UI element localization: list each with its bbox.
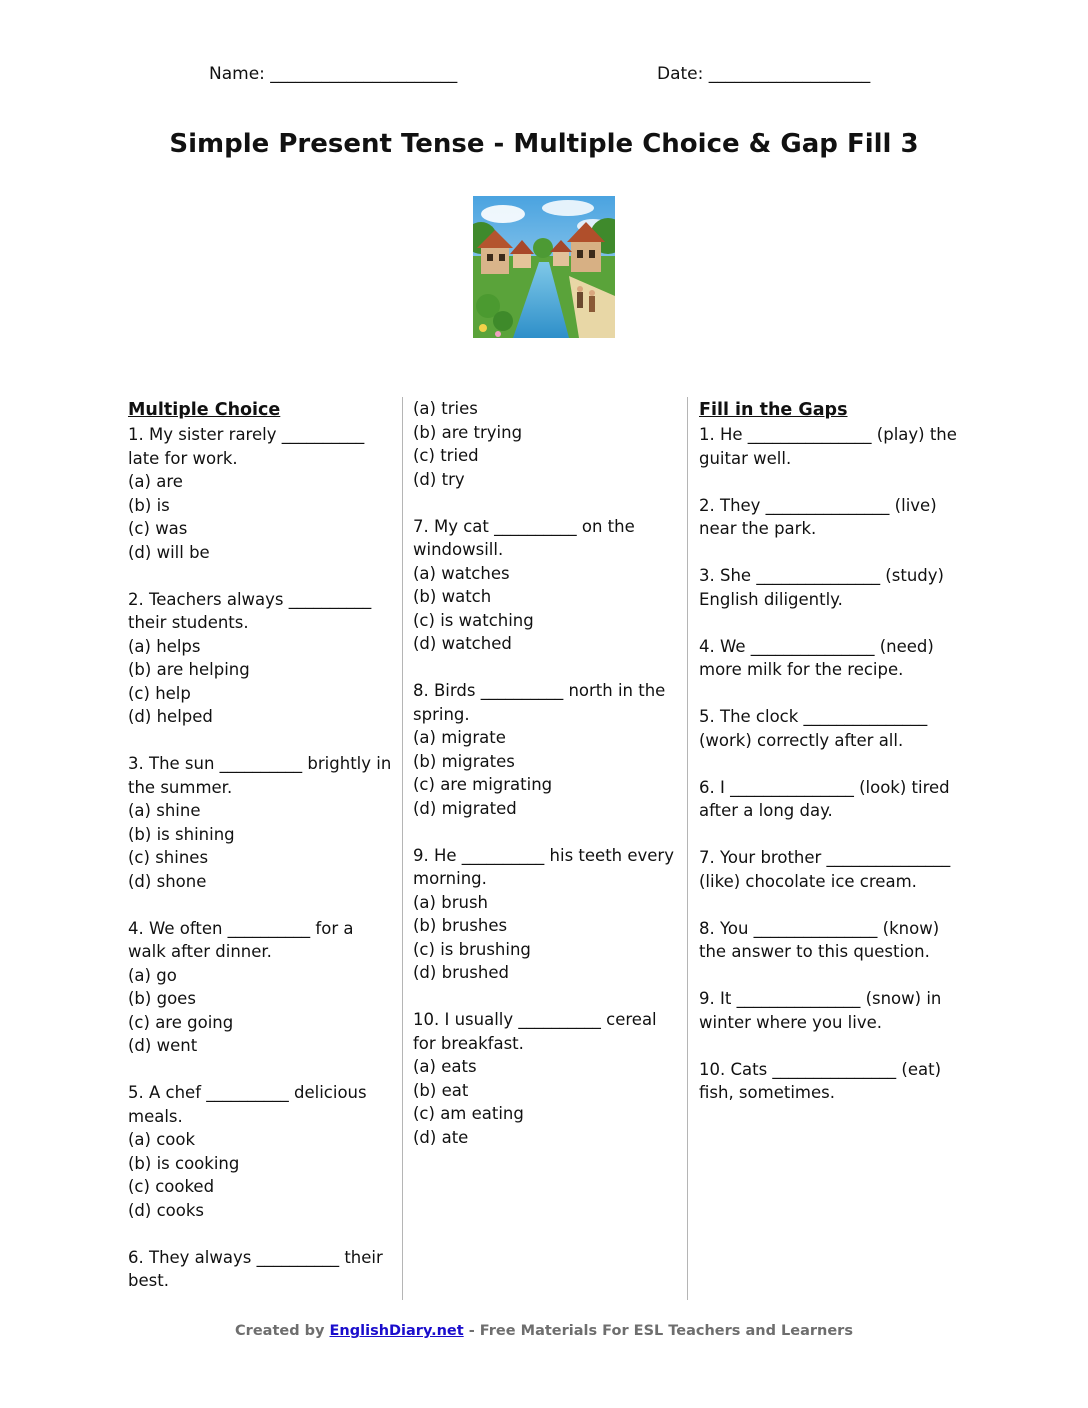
question-line: spring.: [413, 704, 470, 724]
question-line: (a) eats: [413, 1057, 477, 1076]
spacer: [128, 1222, 390, 1246]
question-line: the answer to this question.: [699, 942, 930, 961]
question-line: (d) watched: [413, 634, 512, 653]
question-line: (a) brush: [413, 892, 488, 912]
question-line: (c) was: [128, 519, 188, 538]
question-line: late for work.: [128, 448, 238, 468]
question-text: 8. Birds __________ north in the: [413, 681, 666, 700]
spacer: [413, 491, 675, 515]
question-line: more milk for the recipe.: [699, 660, 904, 679]
question-line: (c) tried: [413, 446, 479, 465]
question-line: (b) migrates: [413, 751, 515, 771]
question-text: (a) tries: [413, 399, 478, 418]
question-text: 3. The sun __________ brightly in: [128, 754, 392, 773]
question-line: (d) helped: [128, 707, 213, 726]
footer-prefix: Created by: [235, 1323, 330, 1339]
question-line: (d) try: [413, 469, 465, 489]
question-line: the summer.: [128, 777, 233, 797]
question-line: (c) are going: [128, 1012, 234, 1032]
question-text: 4. We often __________ for a: [128, 918, 354, 938]
spacer: [128, 729, 390, 753]
gap-fill-item: [699, 564, 961, 611]
englishdiary-link[interactable]: EnglishDiary.net: [329, 1323, 464, 1339]
village-river-illustration: [473, 196, 615, 338]
question-line: (d) ate: [413, 1127, 469, 1147]
question-line: (a) migrate: [413, 728, 506, 747]
spacer: [413, 656, 675, 680]
spacer: [413, 985, 675, 1009]
gap-fill-item: [699, 705, 961, 752]
question-text: 5. The clock _______________: [699, 707, 928, 726]
mc-question: [128, 1081, 390, 1222]
question-text: 4. We _______________ (need): [699, 636, 934, 656]
question-text: 7. Your brother _______________: [699, 848, 951, 867]
gap-fill-item: [699, 635, 961, 682]
mc-question: [128, 752, 390, 893]
question-line: (d) cooks: [128, 1200, 205, 1220]
spacer: [128, 564, 390, 588]
question-line: for breakfast.: [413, 1033, 524, 1053]
question-line: meals.: [128, 1106, 183, 1126]
question-line: (d) will be: [128, 542, 210, 562]
question-text: 5. A chef __________ delicious: [128, 1083, 367, 1102]
question-line: (d) migrated: [413, 798, 517, 818]
question-line: (a) helps: [128, 636, 201, 656]
mc-question: [128, 917, 390, 1058]
mc-question: [128, 423, 390, 564]
spacer: [699, 752, 961, 776]
question-line: (a) watches: [413, 563, 510, 583]
question-text: 6. I _______________ (look) tired: [699, 777, 950, 797]
question-line: (b) goes: [128, 989, 196, 1008]
spacer: [128, 1058, 390, 1082]
mc-question: [128, 588, 390, 729]
question-line: (d) shone: [128, 871, 207, 891]
gap-fill-item: [699, 494, 961, 541]
question-line: (a) go: [128, 965, 177, 985]
question-text: 2. Teachers always __________: [128, 589, 372, 609]
column-divider: [687, 397, 688, 1300]
question-line: their students.: [128, 613, 249, 632]
spacer: [699, 893, 961, 917]
question-text: 1. My sister rarely __________: [128, 425, 365, 444]
question-line: (like) chocolate ice cream.: [699, 871, 917, 891]
question-line: after a long day.: [699, 801, 833, 820]
gap-fill-item: [699, 776, 961, 823]
footer-suffix: - Free Materials For ESL Teachers and Learners: [463, 1323, 853, 1339]
gap-fill-item: [699, 846, 961, 893]
spacer: [699, 682, 961, 706]
question-line: winter where you live.: [699, 1012, 882, 1032]
gap-fill-item: [699, 423, 961, 470]
question-line: (c) cooked: [128, 1177, 215, 1196]
spacer: [699, 823, 961, 847]
question-text: 7. My cat __________ on the: [413, 516, 635, 536]
question-text: 6. They always __________ their: [128, 1247, 383, 1267]
name-field-label: Name: ______________________: [209, 64, 458, 84]
question-line: windowsill.: [413, 540, 504, 559]
question-line: (b) eat: [413, 1080, 469, 1100]
question-line: (c) is watching: [413, 610, 534, 630]
spacer: [699, 964, 961, 988]
question-line: (d) brushed: [413, 963, 509, 982]
question-line: (c) shines: [128, 848, 209, 867]
question-line: (a) shine: [128, 801, 201, 820]
fill-gaps-column: [699, 397, 961, 1105]
multiple-choice-column-2: [413, 397, 675, 1149]
question-line: (b) are trying: [413, 422, 523, 442]
question-line: fish, sometimes.: [699, 1083, 835, 1102]
multiple-choice-column-1: [128, 397, 390, 1293]
question-line: (b) brushes: [413, 916, 508, 935]
question-line: (b) are helping: [128, 660, 250, 679]
question-line: (c) is brushing: [413, 939, 531, 959]
spacer: [699, 611, 961, 635]
mc-question: [413, 1008, 675, 1149]
question-line: (b) is: [128, 495, 170, 515]
question-line: (work) correctly after all.: [699, 730, 904, 750]
fill-gaps-heading: Fill in the Gaps: [699, 400, 848, 420]
question-line: (b) is shining: [128, 824, 235, 844]
question-text: 3. She _______________ (study): [699, 566, 944, 585]
question-line: (d) went: [128, 1036, 198, 1055]
worksheet-title: Simple Present Tense - Multiple Choice & Gap Fill 3: [169, 129, 919, 159]
question-text: 8. You _______________ (know): [699, 918, 940, 938]
spacer: [699, 470, 961, 494]
question-text: 2. They _______________ (live): [699, 495, 937, 515]
question-text: 1. He _______________ (play) the: [699, 425, 957, 444]
question-line: (a) are: [128, 472, 183, 491]
question-text: 9. It _______________ (snow) in: [699, 989, 942, 1008]
mc-question: [413, 515, 675, 656]
question-line: walk after dinner.: [128, 942, 272, 961]
question-line: (b) is cooking: [128, 1153, 240, 1173]
question-line: (c) are migrating: [413, 775, 553, 794]
question-line: (b) watch: [413, 587, 492, 606]
question-line: guitar well.: [699, 448, 792, 468]
spacer: [413, 820, 675, 844]
gap-fill-item: [699, 1058, 961, 1105]
question-text: 10. I usually __________ cereal: [413, 1010, 657, 1029]
mc-question: [128, 1246, 390, 1293]
question-line: best.: [128, 1271, 169, 1290]
question-line: English diligently.: [699, 589, 843, 609]
mc-question: [413, 397, 675, 491]
question-line: morning.: [413, 869, 487, 888]
mc-question: [413, 679, 675, 820]
question-line: near the park.: [699, 519, 817, 538]
spacer: [699, 541, 961, 565]
date-field-label: Date: ___________________: [657, 64, 871, 84]
question-line: (c) am eating: [413, 1104, 524, 1123]
footer-credit: [0, 1320, 1088, 1342]
mc-question: [413, 844, 675, 985]
spacer: [699, 1034, 961, 1058]
question-text: 10. Cats _______________ (eat): [699, 1059, 942, 1079]
column-divider: [402, 397, 403, 1300]
spacer: [128, 893, 390, 917]
multiple-choice-heading: Multiple Choice: [128, 400, 281, 420]
gap-fill-item: [699, 987, 961, 1034]
question-line: (c) help: [128, 683, 191, 703]
question-line: (a) cook: [128, 1130, 196, 1149]
question-text: 9. He __________ his teeth every: [413, 845, 674, 865]
gap-fill-item: [699, 917, 961, 964]
